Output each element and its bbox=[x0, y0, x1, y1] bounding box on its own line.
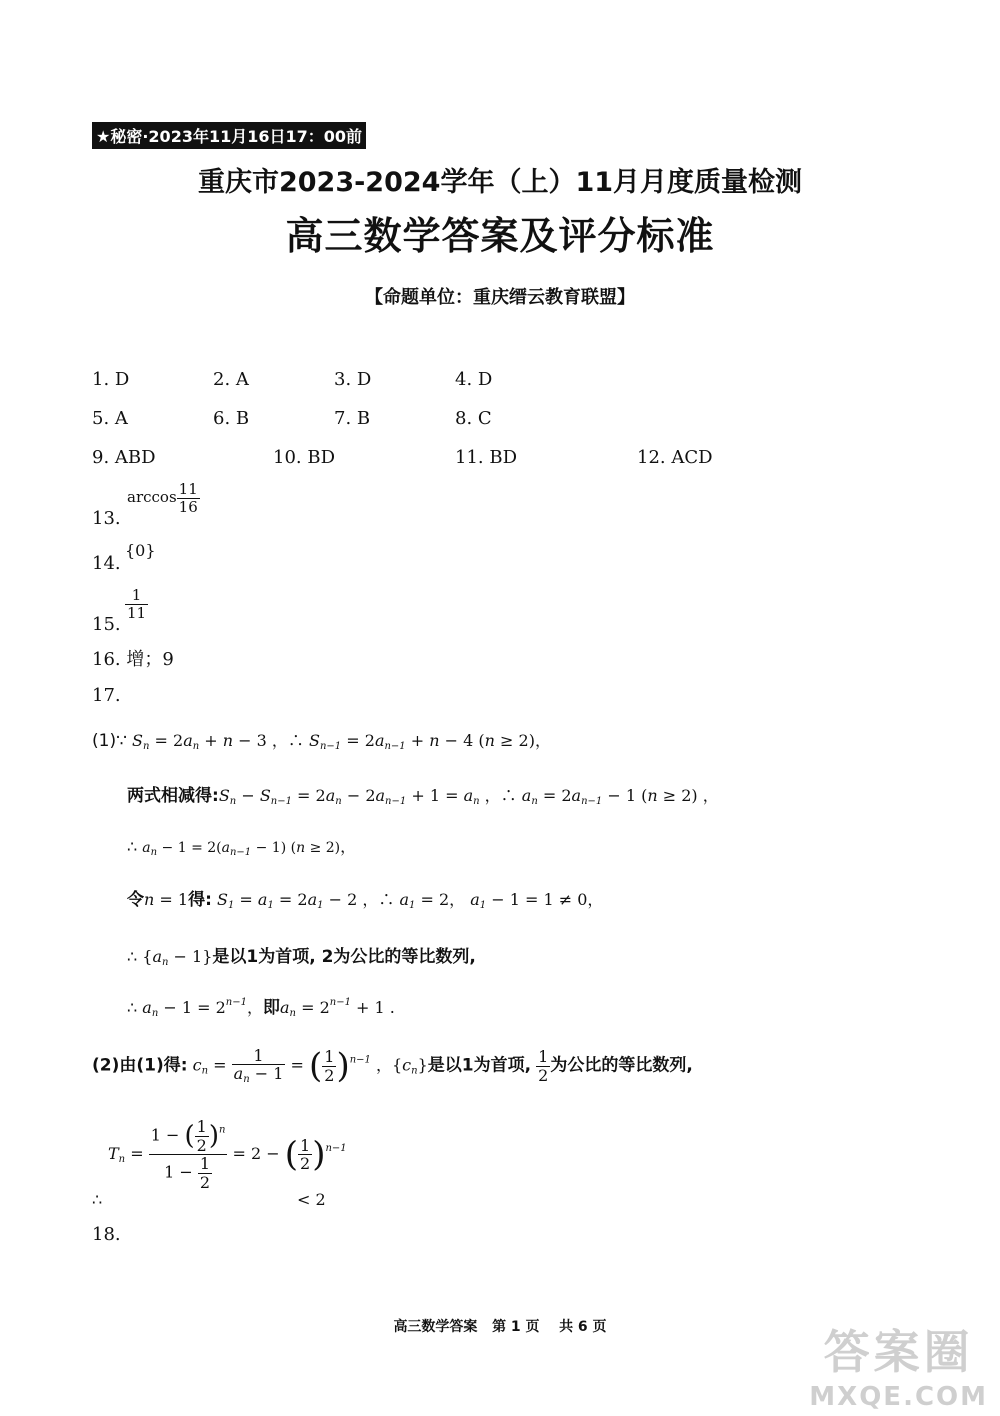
answer-1: 1. D bbox=[92, 369, 130, 390]
answer-9: 9. ABD bbox=[92, 447, 156, 468]
answer-8: 8. C bbox=[455, 408, 492, 429]
exam-title: 重庆市2023-2024学年（上）11月月度质量检测 bbox=[197, 167, 803, 198]
solution-line-2: 两式相减得$:S_n - S_{n-1} = 2a_n - 2a_{n-1} + 1 = a_n$ ，∴ $a_n = 2a_{n-1} - 1$ (n ≥ 2) ， bbox=[127, 786, 719, 807]
answer-7: 7. B bbox=[334, 408, 371, 429]
solution-line-3: ∴ $a_n - 1 = 2(a_{n-1} - 1) (n \ge 2)$， bbox=[127, 837, 357, 858]
solution-line-7: (2)由(1)得: $c_n$ = $\frac{1}{a_n - 1}$ = ( $\frac{1}{2}$ )$^{n-1}$ ，$\{c_n\}$是以1为首项, $\frac{1}{2}$ 为公比的等比数列, bbox=[92, 1045, 693, 1086]
answer-2: 2. A bbox=[213, 369, 249, 390]
fraction: $\frac{11}{16}$ bbox=[178, 480, 198, 516]
solution-line-8: $T_n$ = 1 − ( $\frac{1}{2}$ )$^n$ 1 − $\frac{1}{2}$ = 2 − ( $\frac{1}{2}$ )$^{n-1}$ bbox=[108, 1117, 347, 1192]
answer-11: 11. BD bbox=[455, 447, 518, 468]
answer-5: 5. A bbox=[92, 408, 128, 429]
solution-line-5: ∴ $\{a_n - 1\}$是以1为首项, 2为公比的等比数列, bbox=[127, 947, 476, 968]
page-title: 高三数学答案及评分标准 bbox=[285, 214, 715, 258]
answer-10: 10. BD bbox=[273, 447, 336, 468]
issuer-unit: 【命题单位：重庆缙云教育联盟】 bbox=[365, 287, 635, 308]
answer-6: 6. B bbox=[213, 408, 250, 429]
answer-4: 4. D bbox=[455, 369, 493, 390]
solution-line-1: (1)∵ $S_n = 2a_n + n - 3$ ，∴ $S_{n-1} = 2a_{n-1} + n - 4$ (n ≥ 2)， bbox=[92, 731, 551, 752]
answer-13-label: 13. bbox=[92, 508, 121, 529]
answer-15-label: 15. bbox=[92, 614, 121, 635]
watermark-logo: 答案圈 MXQE.COM bbox=[809, 1325, 988, 1412]
arccos-text: arccos bbox=[127, 488, 177, 506]
page-footer: 高三数学答案 第 1 页 共 6 页 bbox=[393, 1319, 607, 1335]
answer-3: 3. D bbox=[334, 369, 372, 390]
less-than-two: < 2 bbox=[297, 1190, 326, 1209]
solution-line-6: ∴ $a_n - 1 = 2^{n-1}$，即$a_n = 2^{n-1} + 1$ . bbox=[127, 997, 395, 1019]
answer-15-expr bbox=[125, 587, 148, 621]
secret-label: ★秘密·2023年11月16日17：00前 bbox=[92, 122, 366, 149]
therefore-symbol: ∴ bbox=[92, 1190, 103, 1209]
solution-line-4: 令n = 1得: $S_1 = a_1 = 2a_1 - 2$ ，∴ $a_1 = 2$， $a_1 - 1 = 1 \ne 0$， bbox=[127, 890, 604, 911]
answer-13-expr bbox=[127, 481, 200, 515]
fraction: $\frac{1}{11}$ bbox=[127, 586, 147, 622]
answer-14-label: 14. bbox=[92, 553, 121, 574]
answer-14-value: {0} bbox=[125, 541, 156, 560]
question-17-label: 17. bbox=[92, 685, 121, 706]
question-18-label: 18. bbox=[92, 1224, 121, 1245]
answer-16: 16. 增；9 bbox=[92, 649, 174, 670]
answer-12: 12. ACD bbox=[637, 447, 713, 468]
